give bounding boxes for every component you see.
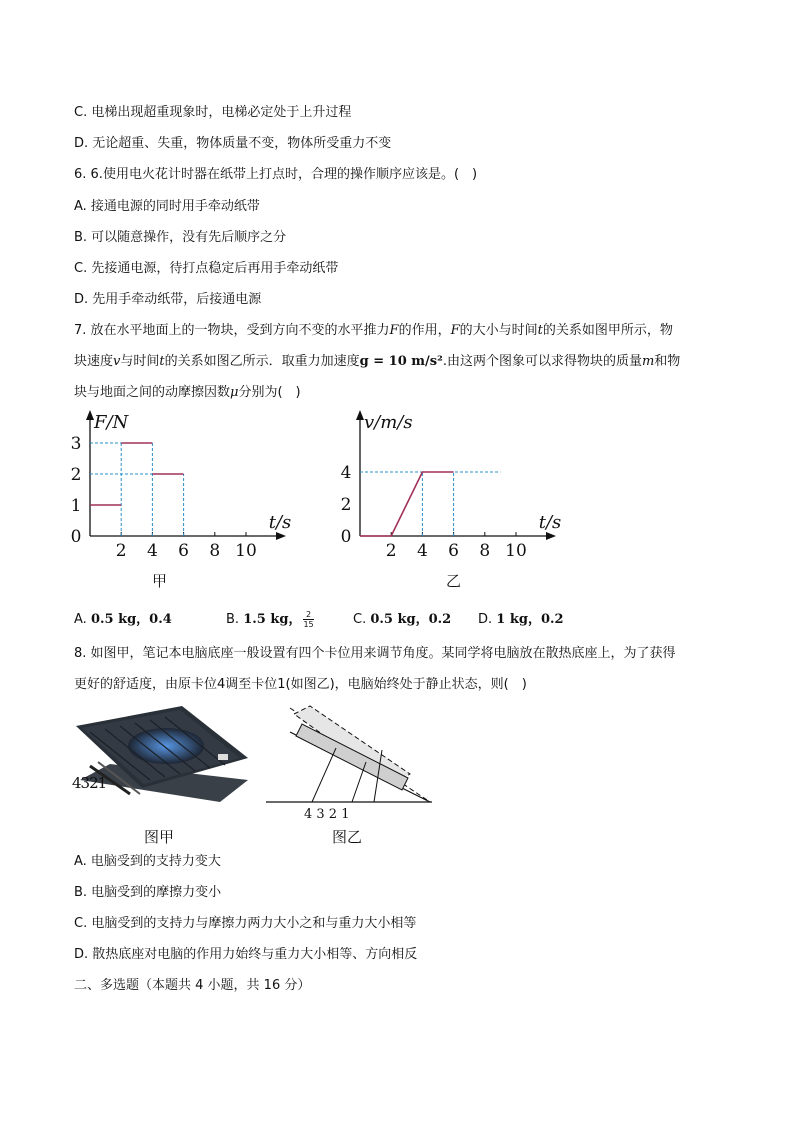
chart-b-origin-label: 0 — [340, 527, 352, 547]
chart-b-y-tick-label: 4 — [340, 463, 352, 483]
chart-a-x-tick-label: 10 — [235, 541, 257, 561]
q8-option-a: A. 电脑受到的支持力变大 — [74, 854, 221, 869]
chart-b-x-axis-label: t/s — [538, 512, 562, 533]
q7-stem-line-1: 7. 放在水平地面上的一物块，受到方向不变的水平推力F的作用，F的大小与时间t的关系如图甲所示，物 — [74, 323, 673, 338]
chart-a-x-axis-label: t/s — [268, 512, 292, 533]
chart-a-y-arrow — [86, 410, 94, 420]
q8-option-d: D. 散热底座对电脑的作用力始终与重力大小相等、方向相反 — [74, 947, 418, 962]
chart-a-caption: 甲 — [152, 572, 168, 590]
chart-b-x-tick-label: 2 — [385, 541, 397, 561]
q6-option-d: D. 先用手牵动纸带，后接通电源 — [74, 292, 262, 307]
figure-b-caption: 图乙 — [332, 828, 363, 846]
chart-a-y-axis-label: F/N — [94, 412, 129, 433]
diagram-slot-digits: 4 3 2 1 — [304, 807, 350, 822]
chart-b-x-tick-label: 4 — [416, 541, 428, 561]
laptop-stand-photo — [70, 702, 252, 812]
chart-b-x-tick-label: 8 — [479, 541, 491, 561]
chart-a-x-tick-label: 8 — [209, 541, 221, 561]
chart-b-caption: 乙 — [446, 572, 462, 590]
chart-b-series-line — [360, 472, 454, 536]
chart-b-x-tick-label: 6 — [448, 541, 460, 561]
q7-stem-line-3: 块与地面之间的动摩擦因数μ分别为( ) — [74, 385, 301, 400]
chart-b-x-arrow — [546, 532, 556, 540]
q8-option-c: C. 电脑受到的支持力与摩擦力两力大小之和与重力大小相等 — [74, 916, 417, 931]
q6-option-b: B. 可以随意操作，没有先后顺序之分 — [74, 230, 287, 245]
q8-stem-line-1: 8. 如图甲，笔记本电脑底座一般设置有四个卡位用来调节角度。某同学将电脑放在散热底座上，为了获得 — [74, 646, 676, 661]
q7-option-d: D. 1 kg，0.2 — [478, 612, 564, 627]
photo-slot-digits: 4321 — [72, 774, 107, 792]
chart-b-y-arrow — [356, 410, 364, 420]
chart-a-origin-label: 0 — [70, 527, 82, 547]
velocity-time-chart — [336, 406, 566, 596]
q8-stem-line-2: 更好的舒适度，由原卡位4调至卡位1(如图乙)，电脑始终处于静止状态，则( ) — [74, 677, 527, 692]
q7-stem-line-2: 块速度v与时间t的关系如图乙所示．取重力加速度g = 10 m/s².由这两个图象可以求得物块的质量m和物 — [74, 354, 681, 369]
figure-a-caption: 图甲 — [144, 828, 175, 846]
stand-angle-diagram — [262, 702, 436, 808]
q6-option-c: C. 先接通电源，待打点稳定后再用手牵动纸带 — [74, 261, 339, 276]
q7-option-c: C. 0.5 kg，0.2 — [353, 612, 452, 627]
fraction-2-15: $\frac{2}{15}$ — [303, 610, 314, 629]
q5-option-d: D. 无论超重、失重，物体质量不变，物体所受重力不变 — [74, 136, 392, 151]
chart-a-x-tick-label: 6 — [178, 541, 190, 561]
chart-a-y-tick-label: 2 — [70, 465, 82, 485]
chart-a-y-tick-label: 1 — [70, 496, 82, 516]
q6-stem: 6. 6.使用电火花计时器在纸带上打点时，合理的操作顺序应该是。( ) — [74, 167, 478, 182]
chart-a-x-tick-label: 2 — [115, 541, 127, 561]
chart-b-x-tick-label: 10 — [505, 541, 527, 561]
q7-option-a: A. 0.5 kg，0.4 — [74, 612, 172, 627]
q7-option-b: B. 1.5 kg， $\frac{2}{15}$ — [226, 610, 314, 629]
chart-a-x-arrow — [276, 532, 286, 540]
q8-option-b: B. 电脑受到的摩擦力变小 — [74, 885, 222, 900]
q6-option-a: A. 接通电源的同时用手牵动纸带 — [74, 199, 260, 214]
q5-option-c: C. 电梯出现超重现象时，电梯必定处于上升过程 — [74, 105, 352, 120]
chart-b-y-axis-label: v/m/s — [364, 412, 413, 433]
chart-b-y-tick-label: 2 — [340, 495, 352, 515]
chart-a-y-tick-label: 3 — [70, 434, 82, 454]
section-2-title: 二、多选题（本题共 4 小题，共 16 分） — [74, 978, 311, 993]
force-time-chart — [66, 406, 296, 596]
chart-a-x-tick-label: 4 — [146, 541, 158, 561]
